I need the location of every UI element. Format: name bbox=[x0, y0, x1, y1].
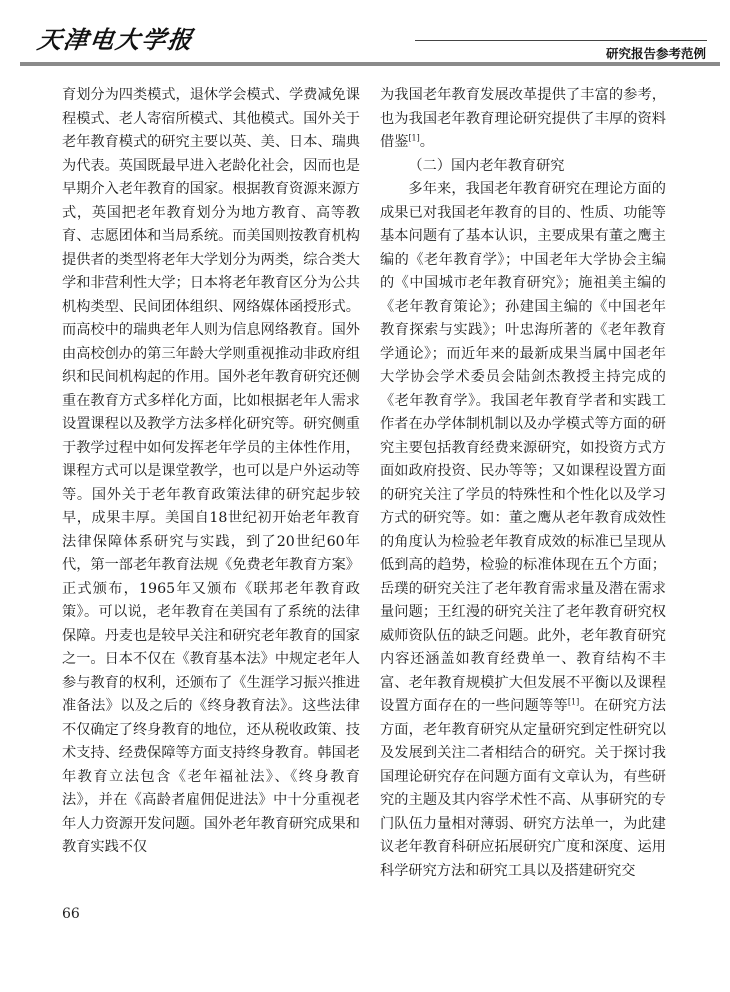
citation-ref: [1] bbox=[567, 697, 580, 707]
right-paragraph-1-end: 。 bbox=[419, 134, 434, 150]
right-paragraph-2-end: 。在研究方法方面，老年教育研究从定量研究到定性研究以及发展到关注二者相结合的研究。关于探讨我国理论研究存在问题方面有文章认为，有些研究的主题及其内容学术性不高、从事研究的专门队伍力量相对薄弱、研究方法单一，为此建议老年教育科研应拓展研究广度和深度、运用科学研究方法和研究工具以及搭建研究交 bbox=[380, 698, 666, 879]
left-column bbox=[62, 84, 360, 860]
section-label: 研究报告参考范例 bbox=[605, 46, 706, 61]
header-rule bbox=[20, 62, 720, 66]
page-header bbox=[20, 10, 720, 62]
section-subheading: （二）国内老年教育研究 bbox=[408, 157, 565, 174]
left-paragraph: 育划分为四类模式，退休学会模式、学费减免课程模式、老人寄宿所模式、其他模式。国外关于老年教育模式的研究主要以英、美、日本、瑞典为代表。英国既最早进入老龄化社会，因而也是早期介入老年教育的国家。根据教育资源来源方式，英国把老年教育划分为地方教育、高等教育、志愿团体和当局系统。而美国则按教育机构提供者的类型将老年大学划分为两类，综合类大学和非营利性大学；日本将老年教育区分为公共机构类型、民间团体组织、网络媒体函授形式。而高校中的瑞典老年人则为信息网络教育。国外由高校创办的第三年龄大学则重视推动非政府组织和民间机构起的作用。国外老年教育研究还侧重在教育方式多样化方面，比如根据老年人需求设置课程以及教学方法多样化研究等。研究侧重于教学过程中如何发挥老年学员的主体性作用，课程方式可以是课堂教学，也可以是户外运动等等。国外关于老年教育政策法律的研究起步较早，成果丰厚。美国自18世纪初开始老年教育法律保障体系研究与实践，到了20世纪60年代，第一部老年教育法规《免费老年教育方案》正式颁布，1965年又颁布《联邦老年教育政策》。可以说，老年教育在美国有了系统的法律保障。丹麦也是较早关注和研究老年教育的国家之一。日本不仅在《教育基本法》中规定老年人参与教育的权利，还颁布了《生涯学习振兴推进准备法》以及之后的《终身教育法》。这些法律不仅确定了终身教育的地位，还从税收政策、技术支持、经费保障等方面支持终身教育。韩国老年教育立法包含《老年福祉法》、《终身教育法》，并在《高龄者雇佣促进法》中十分重视老年人力资源开发问题。国外老年教育研究成果和教育实践不仅 bbox=[62, 87, 360, 855]
citation-ref: [1] bbox=[408, 133, 420, 143]
right-paragraph-1 bbox=[380, 84, 666, 155]
right-paragraph-2-text: 多年来，我国老年教育研究在理论方面的成果已对我国老年教育的目的、性质、功能等基本问题有了基本认识，主要成果有董之鹰主编的《老年教育学》；中国老年大学协会主编的《中国城市老年教育研究》；施祖美主编的《老年教育策论》；孙建国主编的《中国老年教育探索与实践》；叶忠海所著的《老年教育学通论》；而近年来的最新成果当属中国老年大学协会学术委员会陆剑杰教授主持完成的《老年教育学》。我国老年教育学者和实践工作者在办学体制机制以及办学模式等方面的研究主要包括教育经费来源研究，如投资方式方面如政府投资、民办等等；又如课程设置方面的研究关注了学员的特殊性和个性化以及学习方式的研究等。如：董之鹰从老年教育成效性的角度认为检验老年教育成效的标准已呈现从低到高的趋势，检验的标准体现在五个方面；岳璞的研究关注了老年教育需求量及潜在需求量问题；王红漫的研究关注了老年教育研究权威师资队伍的缺乏问题。此外，老年教育研究内容还涵盖如教育经费单一、教育结构不丰富、老年教育规模扩大但发展不平衡以及课程设置方面存在的一些问题等等 bbox=[380, 181, 666, 714]
right-column bbox=[380, 84, 666, 883]
page-number: 66 bbox=[62, 906, 80, 922]
right-paragraph-1-text: 为我国老年教育发展改革提供了丰富的参考，也为我国老年教育理论研究提供了丰厚的资料借鉴 bbox=[380, 87, 666, 150]
right-paragraph-2 bbox=[380, 178, 666, 883]
header-thin-rule bbox=[415, 40, 707, 41]
journal-logo: 天津电大学报 bbox=[35, 25, 196, 54]
